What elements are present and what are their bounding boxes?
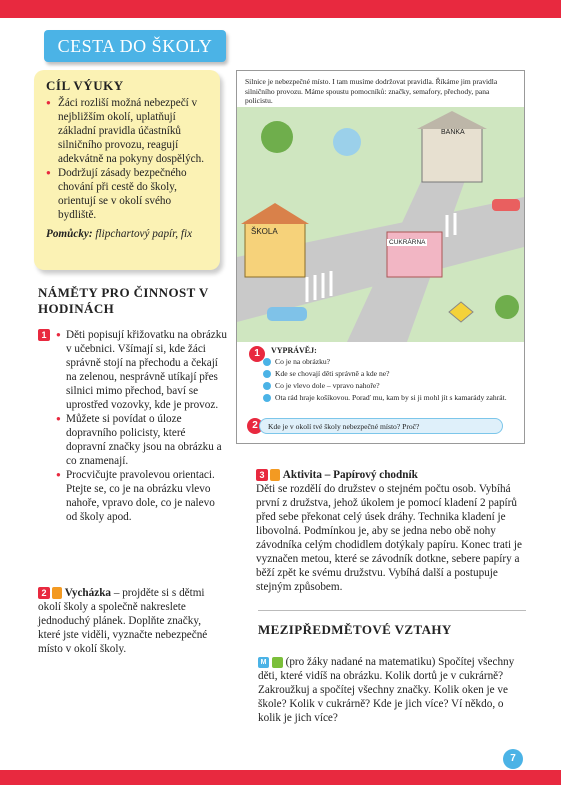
bakery-label: CUKRÁRNA [389,239,426,246]
activity-text: Děti se rozdělí do družstev o stejném počtu osob. Vybíhá první z družstva, jehož úkolem je pomocí kladení 2 papírů před sebe překonat celý úsek dráhy. Technika kladení je libovolná. Podmínkou je, aby se jedna nebo obě nohy závodníka celým chodidlem dotýkaly papíru. Konec trati je vyznačen metou, které se závodník dotkne, sebere papíry a běží zpět ke svému družstvu. Vybíhá další a postupuje stejným způsobem. [256,483,522,593]
cross-curricular-heading: MEZIPŘEDMĚTOVÉ VZTAHY [258,622,452,637]
bottom-color-bar [0,770,561,785]
aids-label: Pomůcky: [46,228,93,240]
goals-heading: CÍL VÝUKY [46,78,124,93]
story-heading: VYPRÁVĚJ: [271,346,317,355]
activity-bullet: ● Děti popisují křižovatku na obrázku v učebnici. Všímají si, kde žáci správně stojí na přechodu a čekají na zelenou, nesprávně utíkají přes silnici mimo přechod, baví se uprostřed vozovky, kde je provoz. [56,328,228,412]
cross-curricular-text: (pro žáky nadané na matematiku) Spočítej všechny děti, které vidíš na obrázku. Kolik dortů je v cukrárně? Zakroužkuj a spočítej všechny značky. Kolik oken je ve škole? Kolik v cukrárně? Kde je jich více? Ví někdo, o kolik je jich více? [258,656,515,724]
story-question: Ota rád hraje košíkovou. Poraď mu, kam by si ji mohl jít s kamarády zahrát. [275,393,513,403]
activity-bullet: ● Můžete si povídat o úloze dopravního policisty, které dopravní značky jsou na obrázku a co znamenají. [56,412,228,468]
activity-number: 2 [38,587,50,599]
aids-text: flipchartový papír, fix [92,228,193,240]
textbook-illustration [236,70,525,444]
goals-list [46,96,210,222]
school-label: ŠKOLA [251,227,278,236]
activity-2 [38,586,208,656]
top-color-bar [0,0,561,18]
goal-item: ● Žáci rozliší možná nebezpečí v nejbližším okolí, uplatňují základní pravidla účastníků silničního provozu, reagují adekvátně na pokyny dospělých. [46,96,210,166]
crossroads-illustration [237,107,524,342]
activity-number: 1 [38,329,50,341]
activity-3 [256,468,524,594]
story-question: Co je vlevo dole – vpravo nahoře? [275,381,513,391]
story-panel [249,346,513,403]
activity-1 [38,328,228,524]
talent-icon [272,657,283,668]
activity-text: – projděte si s dětmi okolí školy a společně nakreslete jednoduchý plánek. Doplňte značky, které jste viděli, vyznačte nebezpečné místo v okolí školy. [38,587,208,655]
people-icon [270,469,280,481]
activities-heading: NÁMĚTY PRO ČINNOST V HODINÁCH [38,285,209,316]
bank-label: BANKA [441,129,465,136]
goal-item: ● Dodržují zásady bezpečného chování při cestě do školy, orientují se v okolí svého bydliště. [46,166,210,222]
activity-number: 3 [256,469,268,481]
learning-goals-box [34,70,220,270]
activity-title: Vycházka [64,587,112,599]
question-2-text: Kde je v okolí tvé školy nebezpečné místo? Proč? [259,418,503,434]
aids-line [46,228,210,240]
story-question: Kde se chovají děti správně a kde ne? [275,369,513,379]
people-icon [52,587,62,599]
picture-intro: Silnice je nebezpečné místo. I tam musíme dodržovat pravidla. Říkáme jim pravidla silničního provozu. Máme spoustu pomocníků: značky, semafory, přechody, pana policistu. [245,77,498,105]
story-question: Co je na obrázku? [275,357,513,367]
math-badge: M [258,657,269,668]
page-title: CESTA DO ŠKOLY [44,30,226,62]
question-2-number: 2 [247,418,263,434]
activity-title: Aktivita – Papírový chodník [282,469,418,481]
story-number: 1 [249,346,265,362]
page-number: 7 [503,749,523,769]
cross-curricular-text-block [258,655,522,725]
divider [258,610,526,611]
activity-bullet: ● Procvičujte pravolevou orientaci. Ptejte se, co je na obrázku vlevo nahoře, vpravo dole, co je nalevo od školy apod. [56,468,228,524]
